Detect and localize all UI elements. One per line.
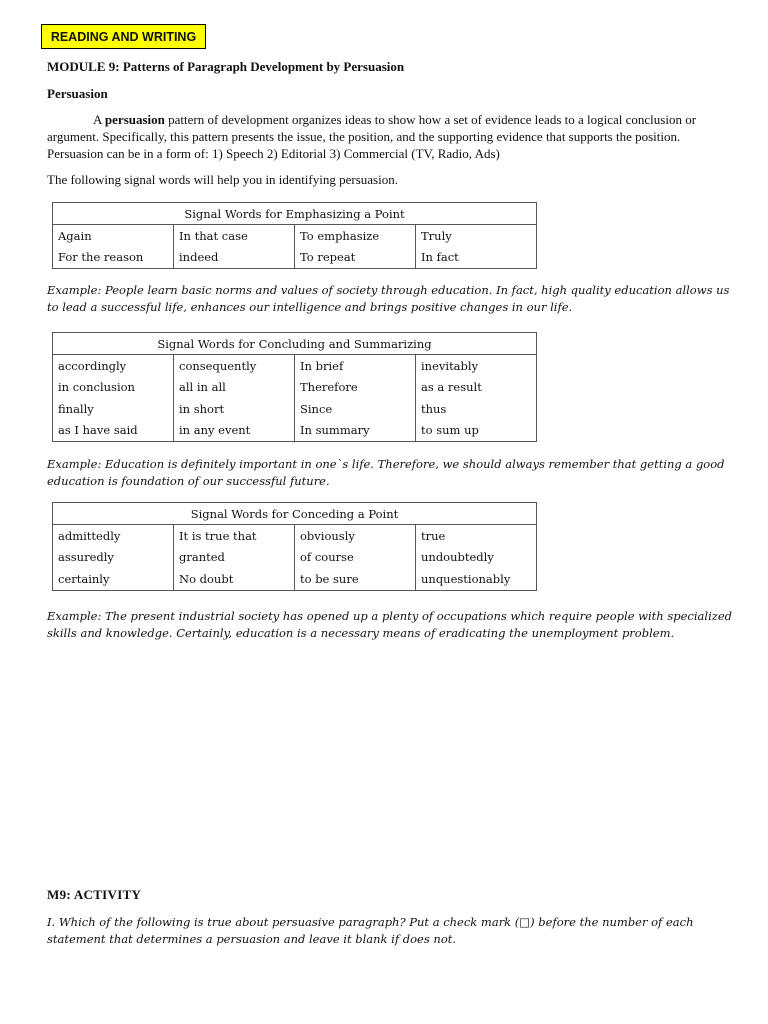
table-title: Signal Words for Concluding and Summarizing: [53, 333, 537, 355]
table-cell: In fact: [416, 247, 537, 269]
table-cell: In summary: [295, 420, 416, 442]
activity-question: I. Which of the following is true about persuasive paragraph? Put a check mark (□) before the number of each statement that determines a persuasion and leave it blank if does not.: [47, 915, 694, 946]
table-cell: of course: [295, 547, 416, 569]
example-emphasizing: Example: People learn basic norms and values of society through education. In fact, high quality education allows us to lead a successful life, enhances our intelligence and brings positive changes in our life.: [47, 283, 730, 314]
table-title: Signal Words for Emphasizing a Point: [53, 203, 537, 225]
table-cell: Since: [295, 398, 416, 420]
conceding-table: [52, 502, 537, 591]
table-cell: true: [416, 525, 537, 547]
section-title: Persuasion: [47, 86, 108, 101]
table-cell: consequently: [174, 355, 295, 377]
table-row: [53, 247, 537, 269]
module-title: MODULE 9: Patterns of Paragraph Development by Persuasion: [47, 59, 405, 74]
table-cell: No doubt: [174, 568, 295, 590]
activity-title: M9: ACTIVITY: [47, 887, 142, 902]
table-row: [53, 568, 537, 590]
table-cell: undoubtedly: [416, 547, 537, 569]
concluding-table: [52, 332, 537, 442]
example-conceding: Example: The present industrial society has opened up a plenty of occupations which require people with specialized skills and knowledge. Certainly, education is a necessary means of eradicating the unemployment problem.: [47, 609, 732, 640]
table-row: [53, 420, 537, 442]
table-cell: Truly: [416, 225, 537, 247]
signal-words-intro: The following signal words will help you in identifying persuasion.: [47, 172, 398, 187]
table-cell: Again: [53, 225, 174, 247]
emphasizing-table: [52, 202, 537, 269]
table-cell: as I have said: [53, 420, 174, 442]
subject-badge: READING AND WRITING: [41, 24, 206, 49]
table-cell: For the reason: [53, 247, 174, 269]
example-concluding: Example: Education is definitely important in one`s life. Therefore, we should always remember that getting a good education is foundation of our successful future.: [47, 457, 725, 488]
table-cell: inevitably: [416, 355, 537, 377]
table-cell: It is true that: [174, 525, 295, 547]
table-cell: certainly: [53, 568, 174, 590]
intro-bold-term: persuasion: [104, 112, 165, 127]
table-cell: In brief: [295, 355, 416, 377]
table-cell: as a result: [416, 377, 537, 399]
table-cell: admittedly: [53, 525, 174, 547]
table-cell: In that case: [174, 225, 295, 247]
table-cell: indeed: [174, 247, 295, 269]
table-row: [53, 377, 537, 399]
table-cell: thus: [416, 398, 537, 420]
table-title: Signal Words for Conceding a Point: [53, 503, 537, 525]
table-row: [53, 225, 537, 247]
table-cell: accordingly: [53, 355, 174, 377]
table-cell: all in all: [174, 377, 295, 399]
table-cell: To repeat: [295, 247, 416, 269]
table-row: [53, 525, 537, 547]
table-cell: in short: [174, 398, 295, 420]
table-row: [53, 398, 537, 420]
intro-post: pattern of development organizes ideas to show how a set of evidence leads to a logical conclusion or argument. Specifically, this pattern presents the issue, the position, and the supporting evidence that supports the position. Persuasion can be in a form of: 1) Speech 2) Editorial 3) Commercial (TV, Radio, Ads): [47, 112, 697, 161]
table-cell: To emphasize: [295, 225, 416, 247]
table-cell: granted: [174, 547, 295, 569]
table-cell: unquestionably: [416, 568, 537, 590]
table-cell: in any event: [174, 420, 295, 442]
table-cell: assuredly: [53, 547, 174, 569]
table-cell: to sum up: [416, 420, 537, 442]
intro-pre: A: [93, 112, 105, 127]
intro-paragraph: [47, 111, 727, 162]
table-cell: Therefore: [295, 377, 416, 399]
table-row: [53, 547, 537, 569]
table-cell: obviously: [295, 525, 416, 547]
table-cell: to be sure: [295, 568, 416, 590]
table-row: [53, 355, 537, 377]
table-cell: finally: [53, 398, 174, 420]
table-cell: in conclusion: [53, 377, 174, 399]
